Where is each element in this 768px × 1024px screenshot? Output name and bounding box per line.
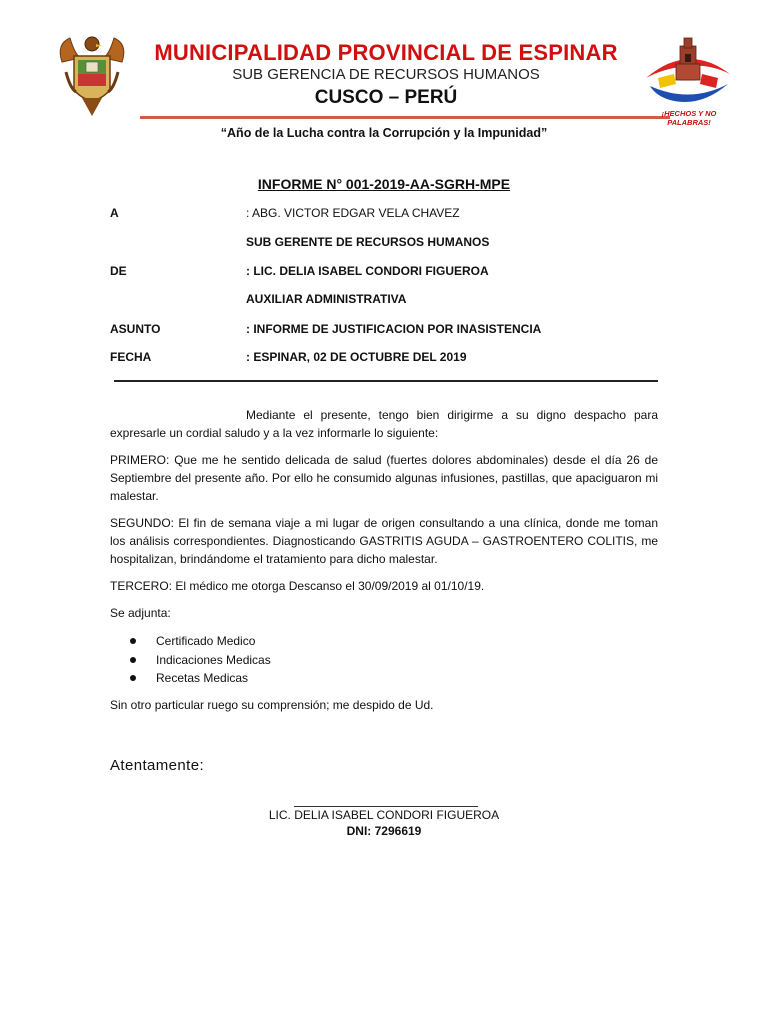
sender-value: : LIC. DELIA ISABEL CONDORI FIGUEROA	[246, 264, 489, 278]
municipal-crest-icon	[52, 32, 132, 118]
letterhead-text	[136, 40, 636, 110]
bullet-icon	[130, 638, 136, 644]
sender-role: AUXILIAR ADMINISTRATIVA	[246, 292, 407, 306]
location-title: CUSCO – PERÚ	[314, 87, 458, 108]
recipient-role: SUB GERENTE DE RECURSOS HUMANOS	[246, 235, 490, 249]
sender-label: DE	[110, 264, 127, 278]
subject-label: ASUNTO	[110, 322, 161, 336]
recipient-value: : ABG. VICTOR EDGAR VELA CHAVEZ	[246, 206, 460, 220]
tercero-paragraph: TERCERO: El médico me otorga Descanso el 30/09/2019 al 01/10/19.	[110, 579, 485, 593]
attachments-list	[130, 632, 271, 688]
municipal-logo-icon	[640, 34, 736, 120]
meta-separator	[114, 380, 658, 382]
intro-paragraph: Mediante el presente, tengo bien dirigirme a su digno despacho para expresarle un cordial saludo y a la vez informarle lo siguiente:	[110, 408, 658, 440]
signature-line	[294, 806, 478, 807]
signatory-dni: DNI: 7296619	[346, 824, 422, 838]
closing-sentence: Sin otro particular ruego su comprensión; me despido de Ud.	[110, 698, 434, 712]
report-title: INFORME N° 001-2019-AA-SGRH-MPE	[257, 176, 511, 192]
recipient-label: A	[110, 206, 119, 220]
date-value: : ESPINAR, 02 DE OCTUBRE DEL 2019	[246, 350, 467, 364]
bullet-icon	[130, 657, 136, 663]
subject-value: : INFORME DE JUSTIFICACION POR INASISTENCIA	[246, 322, 542, 336]
letterhead	[40, 30, 738, 127]
header-divider	[140, 116, 670, 119]
list-item	[130, 651, 271, 670]
list-item	[130, 632, 271, 651]
attachments-heading: Se adjunta:	[110, 606, 171, 620]
segundo-paragraph: SEGUNDO: El fin de semana viaje a mi lugar de origen consultando a una clínica, donde me toman los análisis correspondientes. Diagnosticando GASTRITIS AGUDA – GASTROENTERO COLITIS, me hospitalizan, brindándome el tratamiento para dicho malestar.	[110, 516, 658, 566]
signatory-name: LIC. DELIA ISABEL CONDORI FIGUEROA	[268, 808, 500, 822]
municipality-name: MUNICIPALIDAD PROVINCIAL DE ESPINAR	[154, 40, 618, 65]
primero-paragraph: PRIMERO: Que me he sentido delicada de salud (fuertes dolores abdominales) desde el día 26 de Septiembre del presente año. Por ello he consumido algunas infusiones, pastillas, que apaciguaron mi malestar.	[110, 453, 658, 503]
attachment-label: Certificado Medico	[156, 634, 256, 648]
list-item	[130, 669, 271, 688]
attachment-label: Indicaciones Medicas	[156, 652, 271, 667]
salutation: Atentamente:	[110, 757, 205, 774]
year-motto: “Año de la Lucha contra la Corrupción y la Impunidad”	[220, 126, 548, 140]
attachment-label: Recetas Medicas	[156, 671, 249, 685]
bullet-icon	[130, 675, 136, 681]
date-label: FECHA	[110, 350, 152, 364]
logo-slogan: ¡HECHOS Y NO PALABRAS!	[661, 109, 717, 127]
subdivision-name: SUB GERENCIA DE RECURSOS HUMANOS	[232, 66, 540, 83]
